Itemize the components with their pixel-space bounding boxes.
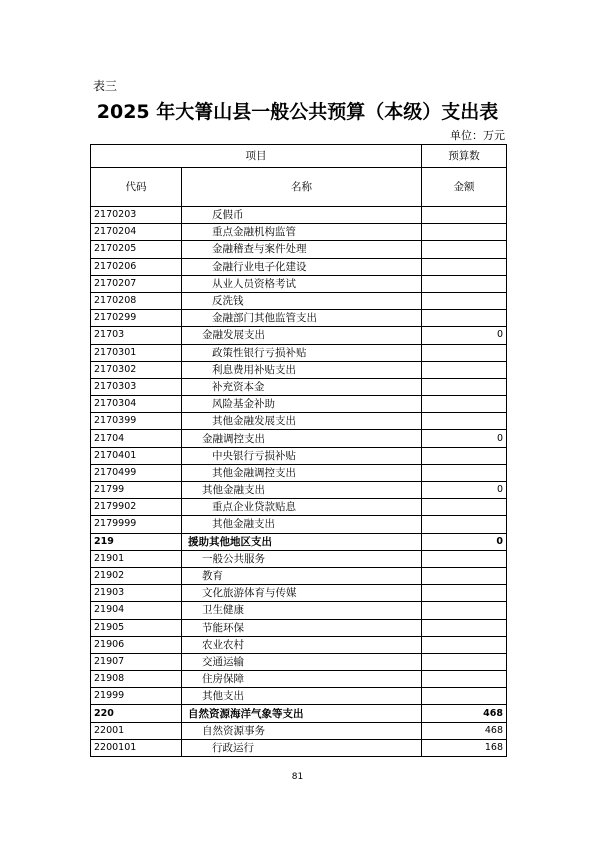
table-row bbox=[91, 207, 507, 224]
row-amount bbox=[422, 602, 507, 619]
row-amount bbox=[422, 550, 507, 567]
row-name: 自然资源海洋气象等支出 bbox=[182, 705, 422, 722]
table-row bbox=[91, 619, 507, 636]
row-name: 风险基金补助 bbox=[182, 396, 422, 413]
row-amount: 0 bbox=[422, 430, 507, 447]
row-name: 金融行业电子化建设 bbox=[182, 258, 422, 275]
row-code: 2170204 bbox=[91, 224, 182, 241]
row-code: 2170399 bbox=[91, 413, 182, 430]
row-code: 2170301 bbox=[91, 344, 182, 361]
table-row bbox=[91, 241, 507, 258]
table-row bbox=[91, 653, 507, 670]
header-row-1 bbox=[91, 145, 507, 168]
header-amount: 金额 bbox=[422, 168, 507, 207]
row-code: 21908 bbox=[91, 671, 182, 688]
row-amount bbox=[422, 378, 507, 395]
row-amount bbox=[422, 207, 507, 224]
table-row bbox=[91, 671, 507, 688]
table-row bbox=[91, 258, 507, 275]
row-code: 2179999 bbox=[91, 516, 182, 533]
table-row bbox=[91, 327, 507, 344]
header-project: 项目 bbox=[91, 145, 422, 168]
row-code: 2170206 bbox=[91, 258, 182, 275]
row-name: 交通运输 bbox=[182, 653, 422, 670]
row-name: 政策性银行亏损补贴 bbox=[182, 344, 422, 361]
row-amount: 168 bbox=[422, 739, 507, 756]
row-name: 重点企业贷款贴息 bbox=[182, 499, 422, 516]
row-name: 金融稽查与案件处理 bbox=[182, 241, 422, 258]
table-row bbox=[91, 447, 507, 464]
row-amount bbox=[422, 275, 507, 292]
row-name: 金融发展支出 bbox=[182, 327, 422, 344]
row-amount bbox=[422, 344, 507, 361]
row-code: 22001 bbox=[91, 722, 182, 739]
table-row bbox=[91, 533, 507, 550]
unit-label: 单位：万元 bbox=[450, 129, 505, 142]
row-amount bbox=[422, 361, 507, 378]
table-row bbox=[91, 499, 507, 516]
row-amount bbox=[422, 619, 507, 636]
page-number: 81 bbox=[291, 772, 304, 782]
row-code: 2170207 bbox=[91, 275, 182, 292]
table-row bbox=[91, 636, 507, 653]
row-amount bbox=[422, 636, 507, 653]
row-code: 2170203 bbox=[91, 207, 182, 224]
row-name: 金融调控支出 bbox=[182, 430, 422, 447]
budget-table bbox=[90, 144, 507, 757]
row-code: 21901 bbox=[91, 550, 182, 567]
row-amount bbox=[422, 447, 507, 464]
row-code: 21704 bbox=[91, 430, 182, 447]
row-amount bbox=[422, 292, 507, 309]
table-row bbox=[91, 430, 507, 447]
row-name: 补充资本金 bbox=[182, 378, 422, 395]
row-name: 卫生健康 bbox=[182, 602, 422, 619]
row-code: 21905 bbox=[91, 619, 182, 636]
row-name: 其他金融支出 bbox=[182, 516, 422, 533]
row-code: 2170205 bbox=[91, 241, 182, 258]
header-code: 代码 bbox=[91, 168, 182, 207]
row-amount bbox=[422, 585, 507, 602]
row-code: 21999 bbox=[91, 688, 182, 705]
row-amount bbox=[422, 688, 507, 705]
row-amount bbox=[422, 671, 507, 688]
row-amount bbox=[422, 310, 507, 327]
row-amount bbox=[422, 567, 507, 584]
row-name: 农业农村 bbox=[182, 636, 422, 653]
row-code: 21799 bbox=[91, 482, 182, 499]
header-name: 名称 bbox=[182, 168, 422, 207]
table-row bbox=[91, 722, 507, 739]
row-amount bbox=[422, 499, 507, 516]
table-row bbox=[91, 602, 507, 619]
row-name: 其他金融发展支出 bbox=[182, 413, 422, 430]
row-code: 2170299 bbox=[91, 310, 182, 327]
header-row-2 bbox=[91, 168, 507, 207]
row-code: 21906 bbox=[91, 636, 182, 653]
row-name: 住房保障 bbox=[182, 671, 422, 688]
row-name: 行政运行 bbox=[182, 739, 422, 756]
row-code: 21703 bbox=[91, 327, 182, 344]
row-name: 其他金融调控支出 bbox=[182, 464, 422, 481]
row-name: 反假币 bbox=[182, 207, 422, 224]
row-amount bbox=[422, 413, 507, 430]
row-name: 金融部门其他监管支出 bbox=[182, 310, 422, 327]
row-name: 一般公共服务 bbox=[182, 550, 422, 567]
row-code: 2170302 bbox=[91, 361, 182, 378]
row-amount bbox=[422, 464, 507, 481]
document-title: 2025 年大箐山县一般公共预算（本级）支出表 bbox=[96, 101, 499, 123]
row-amount: 468 bbox=[422, 705, 507, 722]
table-row bbox=[91, 550, 507, 567]
row-name: 其他支出 bbox=[182, 688, 422, 705]
table-row bbox=[91, 516, 507, 533]
header-budget: 预算数 bbox=[422, 145, 507, 168]
table-row bbox=[91, 292, 507, 309]
table-row bbox=[91, 344, 507, 361]
table-label: 表三 bbox=[93, 79, 118, 93]
table-row bbox=[91, 361, 507, 378]
table-row bbox=[91, 413, 507, 430]
row-code: 21902 bbox=[91, 567, 182, 584]
table-row bbox=[91, 310, 507, 327]
table-row bbox=[91, 482, 507, 499]
row-amount bbox=[422, 653, 507, 670]
row-amount: 468 bbox=[422, 722, 507, 739]
row-name: 其他金融支出 bbox=[182, 482, 422, 499]
row-amount bbox=[422, 516, 507, 533]
row-code: 2200101 bbox=[91, 739, 182, 756]
row-code: 2170303 bbox=[91, 378, 182, 395]
table-row bbox=[91, 464, 507, 481]
row-name: 节能环保 bbox=[182, 619, 422, 636]
row-code: 2170401 bbox=[91, 447, 182, 464]
row-amount: 0 bbox=[422, 327, 507, 344]
row-name: 重点金融机构监管 bbox=[182, 224, 422, 241]
row-code: 220 bbox=[91, 705, 182, 722]
table-row bbox=[91, 275, 507, 292]
row-code: 219 bbox=[91, 533, 182, 550]
row-name: 中央银行亏损补贴 bbox=[182, 447, 422, 464]
row-amount bbox=[422, 396, 507, 413]
row-name: 援助其他地区支出 bbox=[182, 533, 422, 550]
table-row bbox=[91, 705, 507, 722]
table-row bbox=[91, 688, 507, 705]
row-code: 21904 bbox=[91, 602, 182, 619]
row-code: 2170304 bbox=[91, 396, 182, 413]
row-amount bbox=[422, 224, 507, 241]
row-name: 从业人员资格考试 bbox=[182, 275, 422, 292]
table-body bbox=[91, 207, 507, 757]
row-name: 利息费用补贴支出 bbox=[182, 361, 422, 378]
row-code: 2179902 bbox=[91, 499, 182, 516]
row-name: 反洗钱 bbox=[182, 292, 422, 309]
table-row bbox=[91, 396, 507, 413]
table-row bbox=[91, 585, 507, 602]
row-amount bbox=[422, 258, 507, 275]
row-amount: 0 bbox=[422, 533, 507, 550]
table-row bbox=[91, 567, 507, 584]
row-code: 2170208 bbox=[91, 292, 182, 309]
row-amount bbox=[422, 241, 507, 258]
row-code: 2170499 bbox=[91, 464, 182, 481]
table-row bbox=[91, 378, 507, 395]
table-row bbox=[91, 224, 507, 241]
row-code: 21907 bbox=[91, 653, 182, 670]
row-name: 教育 bbox=[182, 567, 422, 584]
row-name: 文化旅游体育与传媒 bbox=[182, 585, 422, 602]
table-row bbox=[91, 739, 507, 756]
row-name: 自然资源事务 bbox=[182, 722, 422, 739]
row-code: 21903 bbox=[91, 585, 182, 602]
row-amount: 0 bbox=[422, 482, 507, 499]
